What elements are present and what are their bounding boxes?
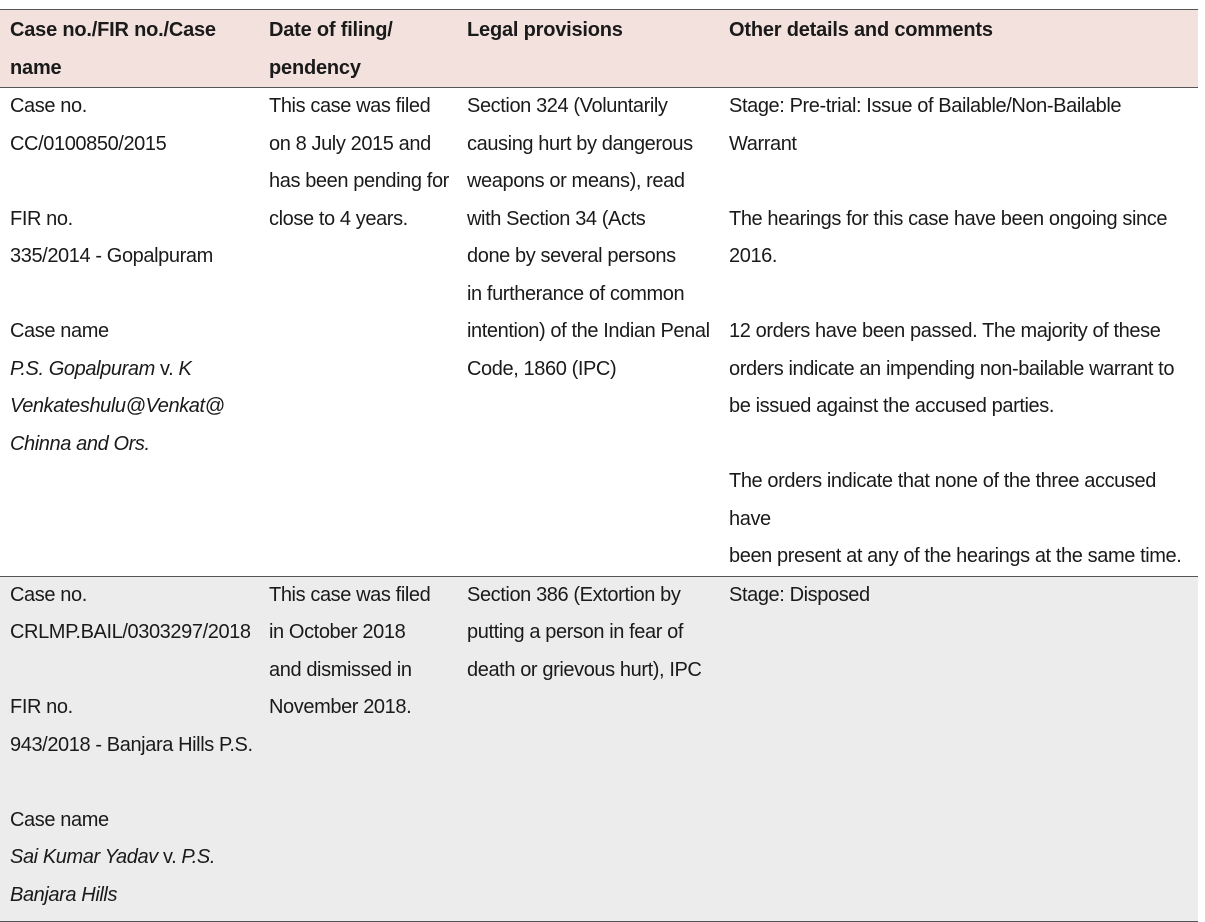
fir-no: 943/2018 - Banjara Hills P.S. bbox=[10, 733, 253, 756]
stage-text: Stage: Disposed bbox=[729, 583, 870, 606]
header-details: Other details and comments bbox=[729, 19, 993, 41]
header-legal: Legal provisions bbox=[467, 19, 623, 41]
header-row bbox=[0, 10, 1198, 88]
case-name-line: P.S. Gopalpuram v. K bbox=[10, 357, 192, 380]
stage-text: Stage: Pre-trial: Issue of Bailable/Non-Bailable Warrant bbox=[729, 95, 1122, 155]
cell-date: This case was filed on 8 July 2015 and has been pending for close to 4 years. bbox=[269, 95, 449, 230]
case-no-label: Case no. bbox=[10, 95, 87, 117]
fir-label: FIR no. bbox=[10, 696, 73, 718]
case-name-line: Sai Kumar Yadav v. P.S. bbox=[10, 846, 216, 868]
fir-no: 335/2014 - Gopalpuram bbox=[10, 245, 213, 267]
case-name-line: Venkateshulu@Venkat@ bbox=[10, 395, 225, 417]
cell-details: Stage: Pre-trial: Issue of Bailable/Non-Bailable Warrant The hearings for this case have been ongoing since 2016. 12 orders have been passed. The majority of these orders indicate an impending non-bailable warrant to be issued against the accused parties. The orders indicate that none of the three accused have been present at any of the hearings at the same time. bbox=[719, 88, 1198, 577]
case-no: CC/0100850/2015 bbox=[10, 132, 167, 155]
case-no-label: Case no. bbox=[10, 583, 87, 606]
case-no: CRLMP.BAIL/0303297/2018 bbox=[10, 621, 251, 643]
table-header bbox=[0, 10, 1198, 88]
cell-details bbox=[719, 576, 1198, 921]
cell-case bbox=[0, 576, 259, 921]
case-name-line: Chinna and Ors. bbox=[10, 432, 150, 455]
header-case: Case no./FIR no./Case name bbox=[10, 19, 216, 79]
cell-legal: Section 324 (Voluntarily causing hurt by dangerous weapons or means), read with Section 34 (Acts done by several persons in furtherance of common intention) of the Indian Penal Code, 1860 (IPC) bbox=[467, 95, 710, 380]
case-table bbox=[0, 9, 1198, 922]
case-name-label: Case name bbox=[10, 320, 109, 342]
cell-case bbox=[0, 88, 259, 577]
table-row bbox=[0, 576, 1198, 921]
table-row bbox=[0, 88, 1198, 577]
case-name-line: Banjara Hills bbox=[10, 883, 118, 906]
cell-date: This case was filed in October 2018 and dismissed in November 2018. bbox=[269, 583, 431, 718]
cell-legal: Section 386 (Extortion by putting a person in fear of death or grievous hurt), IPC bbox=[467, 583, 702, 681]
fir-label: FIR no. bbox=[10, 207, 73, 230]
case-name-label: Case name bbox=[10, 808, 109, 831]
header-date: Date of filing/ pendency bbox=[269, 19, 393, 79]
